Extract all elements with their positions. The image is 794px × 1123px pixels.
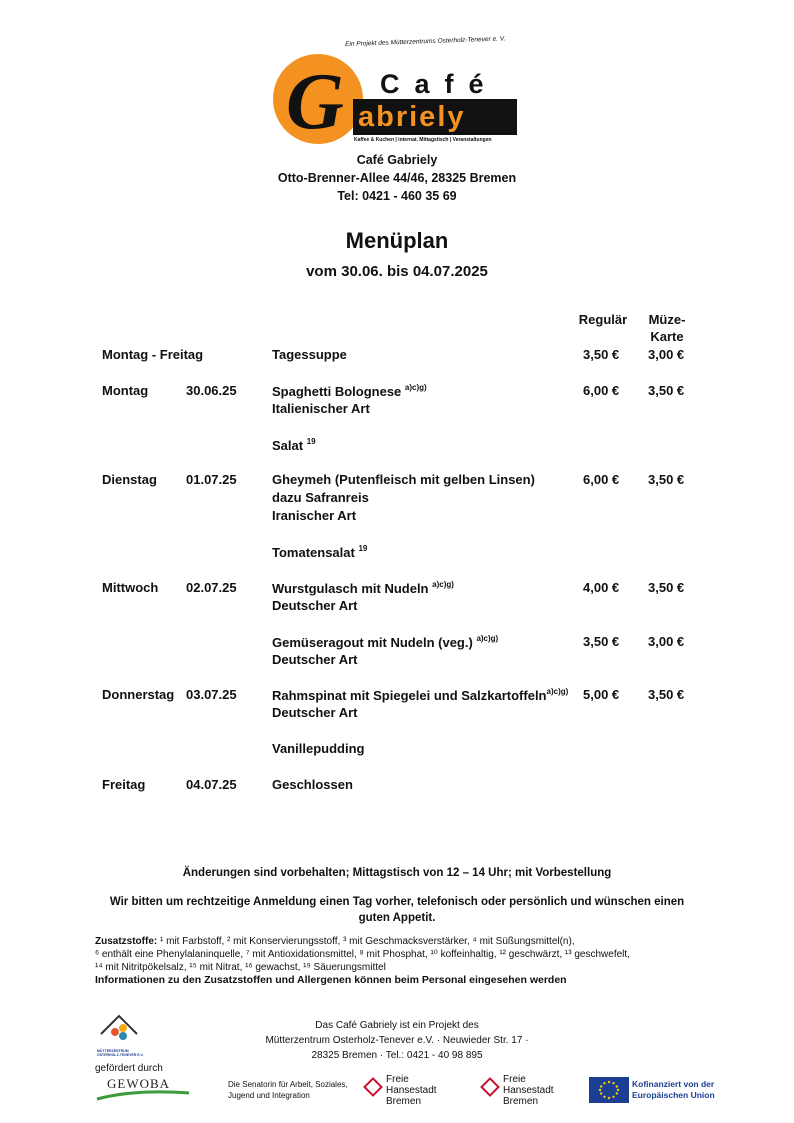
bremen-text — [386, 1074, 437, 1107]
senator-line1: Die Senatorin für Arbeit, Soziales, — [228, 1080, 348, 1089]
notice-request-line2: guten Appetit. — [358, 912, 436, 924]
logo-tagline: Ein Projekt des Mütterzentrums Osterholz-Tenever e. V. — [345, 35, 506, 48]
menu-date: 03.07.25 — [186, 687, 237, 702]
dish-name: Wurstgulasch mit Nudeln — [272, 581, 429, 596]
additives-text: ¹ mit Farbstoff, ² mit Konservierungsstoff, ³ mit Geschmacksverstärker, ⁴ mit Süßungsmittel(n), — [157, 936, 575, 947]
additives-block — [95, 935, 705, 987]
additives-line3: ¹⁴ mit Nitritpökelsalz, ¹⁵ mit Nitrat, ¹⁶ gewachst, ¹⁹ Säuerungsmittel — [95, 962, 386, 973]
eu-flag-icon — [589, 1077, 629, 1103]
senator-line2: Jugend und Integration — [228, 1091, 310, 1100]
menu-date: 30.06.25 — [186, 383, 237, 398]
menu-price-card: 3,00 € — [648, 347, 685, 362]
menu-price-regular: 5,00 € — [583, 687, 620, 702]
menu-price-regular: 3,50 € — [583, 347, 620, 362]
cafe-gabriely-logo — [0, 0, 262, 112]
menu-dish-side: dazu Safranreis — [272, 490, 369, 505]
allergen-sup: 19 — [358, 544, 368, 553]
menu-day: Dienstag — [102, 472, 157, 487]
eu-line1: Kofinanziert von der — [632, 1079, 715, 1089]
menu-date: 04.07.25 — [186, 777, 237, 792]
menu-dish-origin: Italienischer Art — [272, 401, 370, 416]
menu-price-card: 3,50 € — [648, 580, 685, 595]
footer-project-line2: Mütterzentrum Osterholz-Tenever e.V. · Neuwieder Str. 17 · — [265, 1035, 529, 1046]
menu-price-regular: 4,00 € — [583, 580, 620, 595]
menu-period: vom 30.06. bis 04.07.2025 — [306, 263, 488, 280]
additives-label: Zusatzstoffe: — [95, 936, 158, 947]
gewoba-swoosh-icon — [95, 1089, 191, 1101]
menu-dish: Gheymeh (Putenfleisch mit gelben Linsen) — [272, 472, 535, 487]
menu-price-card: 3,00 € — [648, 634, 685, 649]
bremen-line1: Freie — [386, 1074, 409, 1085]
menu-day: Freitag — [102, 777, 146, 792]
footer-project-line3: 28325 Bremen · Tel.: 0421 - 40 98 895 — [311, 1050, 483, 1061]
logo-word-gabriely: abriely — [358, 101, 466, 133]
notice-request-line1: Wir bitten um rechtzeitige Anmeldung einen Tag vorher, telefonisch oder persönlich und wünschen einen — [109, 896, 685, 908]
eu-cofunded-text — [632, 1079, 715, 1101]
menu-price-regular: 3,50 € — [583, 634, 620, 649]
bremen-line2: Hansestadt — [386, 1085, 437, 1096]
menu-dish — [272, 580, 454, 596]
bremen-line1: Freie — [503, 1074, 526, 1085]
notice-changes: Änderungen sind vorbehalten; Mittagstisch von 12 – 14 Uhr; mit Vorbestellung — [182, 867, 612, 879]
menu-price-card: 3,50 € — [648, 383, 685, 398]
dish-name: Rahmspinat mit Spiegelei und Salzkartoffeln — [272, 688, 547, 703]
gewoba-wordmark: GEWOBA — [107, 1076, 171, 1091]
menu-day: Mittwoch — [102, 580, 159, 595]
bremen-key-icon — [363, 1077, 383, 1097]
menu-dish-origin: Iranischer Art — [272, 508, 357, 523]
bremen-line3: Bremen — [386, 1096, 422, 1107]
allergen-sup: a)c)g) — [476, 634, 499, 643]
menu-dish: Geschlossen — [272, 777, 353, 792]
footer-project-line1: Das Café Gabriely ist ein Projekt des — [315, 1020, 479, 1031]
menu-day: Donnerstag — [102, 687, 175, 702]
additives-line2: ⁶ enthält eine Phenylalaninquelle, ⁷ mit Antioxidationsmittel, ⁸ mit Phosphat, ¹⁰ koffeinhaltig, ¹² geschwärzt, ¹³ geschwefelt, — [95, 949, 630, 960]
dish-name: Tomatensalat — [272, 545, 355, 560]
menu-price-regular: 6,00 € — [583, 472, 620, 487]
menu-dish-origin: Deutscher Art — [272, 705, 358, 720]
cafe-phone: Tel: 0421 - 460 35 69 — [337, 189, 457, 203]
menu-date: 01.07.25 — [186, 472, 237, 487]
col-header-card-line1: Müze- — [648, 312, 686, 327]
eu-stars-icon — [589, 1077, 629, 1103]
bremen-line3: Bremen — [503, 1096, 539, 1107]
allergen-sup: a)c)g) — [546, 687, 569, 696]
menu-dish-origin: Deutscher Art — [272, 652, 358, 667]
menu-date: 02.07.25 — [186, 580, 237, 595]
eu-line2: Europäischen Union — [632, 1090, 715, 1100]
allergen-sup: a)c)g) — [404, 383, 427, 392]
bremen-line2: Hansestadt — [503, 1085, 554, 1096]
cafe-street: Otto-Brenner-Allee 44/46, 28325 Bremen — [277, 171, 517, 185]
menu-dish-origin: Deutscher Art — [272, 598, 358, 613]
allergen-sup: 19 — [306, 437, 316, 446]
bremen-text — [503, 1074, 554, 1107]
col-header-card — [641, 311, 693, 345]
cafe-name: Café Gabriely — [356, 153, 438, 167]
senator-logo — [228, 1079, 348, 1101]
dish-name: Gemüseragout mit Nudeln (veg.) — [272, 635, 473, 650]
menu-dish — [272, 383, 427, 399]
menu-side-dish — [272, 544, 367, 560]
col-header-regular: Regulär — [578, 312, 628, 327]
bremen-key-icon — [480, 1077, 500, 1097]
logo-subline: Kaffee & Kuchen | internat. Mittagstisch | Veranstaltungen — [354, 137, 492, 143]
menu-price-card: 3,50 € — [648, 687, 685, 702]
logo-word-cafe: Café — [380, 69, 499, 99]
menu-side-dish — [272, 437, 316, 453]
menu-dish — [272, 634, 498, 650]
menu-price-card: 3,50 € — [648, 472, 685, 487]
additives-line1 — [95, 935, 705, 948]
allergen-sup: a)c)g) — [432, 580, 454, 589]
page-title: Menüplan — [345, 228, 449, 253]
menu-day: Montag - Freitag — [102, 347, 204, 362]
dish-name: Salat — [272, 438, 304, 453]
menu-dessert: Vanillepudding — [272, 741, 365, 756]
menu-dish — [272, 687, 568, 703]
dish-name: Spaghetti Bolognese — [272, 384, 402, 399]
gewoba-logo — [95, 1076, 195, 1104]
menu-day: Montag — [102, 383, 149, 398]
menu-dish: Tagessuppe — [272, 347, 347, 362]
menu-price-regular: 6,00 € — [583, 383, 620, 398]
logo-big-letter: G — [286, 58, 344, 146]
col-header-card-line2: Karte — [650, 329, 684, 344]
funded-by-label: gefördert durch — [95, 1063, 163, 1074]
additives-info: Informationen zu den Zusatzstoffen und Allergenen können beim Personal eingesehen werden — [95, 974, 567, 986]
muetterzentrum-logo-text: MÜTTERZENTRUM OSTERHOLZ-TENEVER E.V. — [97, 1049, 144, 1057]
